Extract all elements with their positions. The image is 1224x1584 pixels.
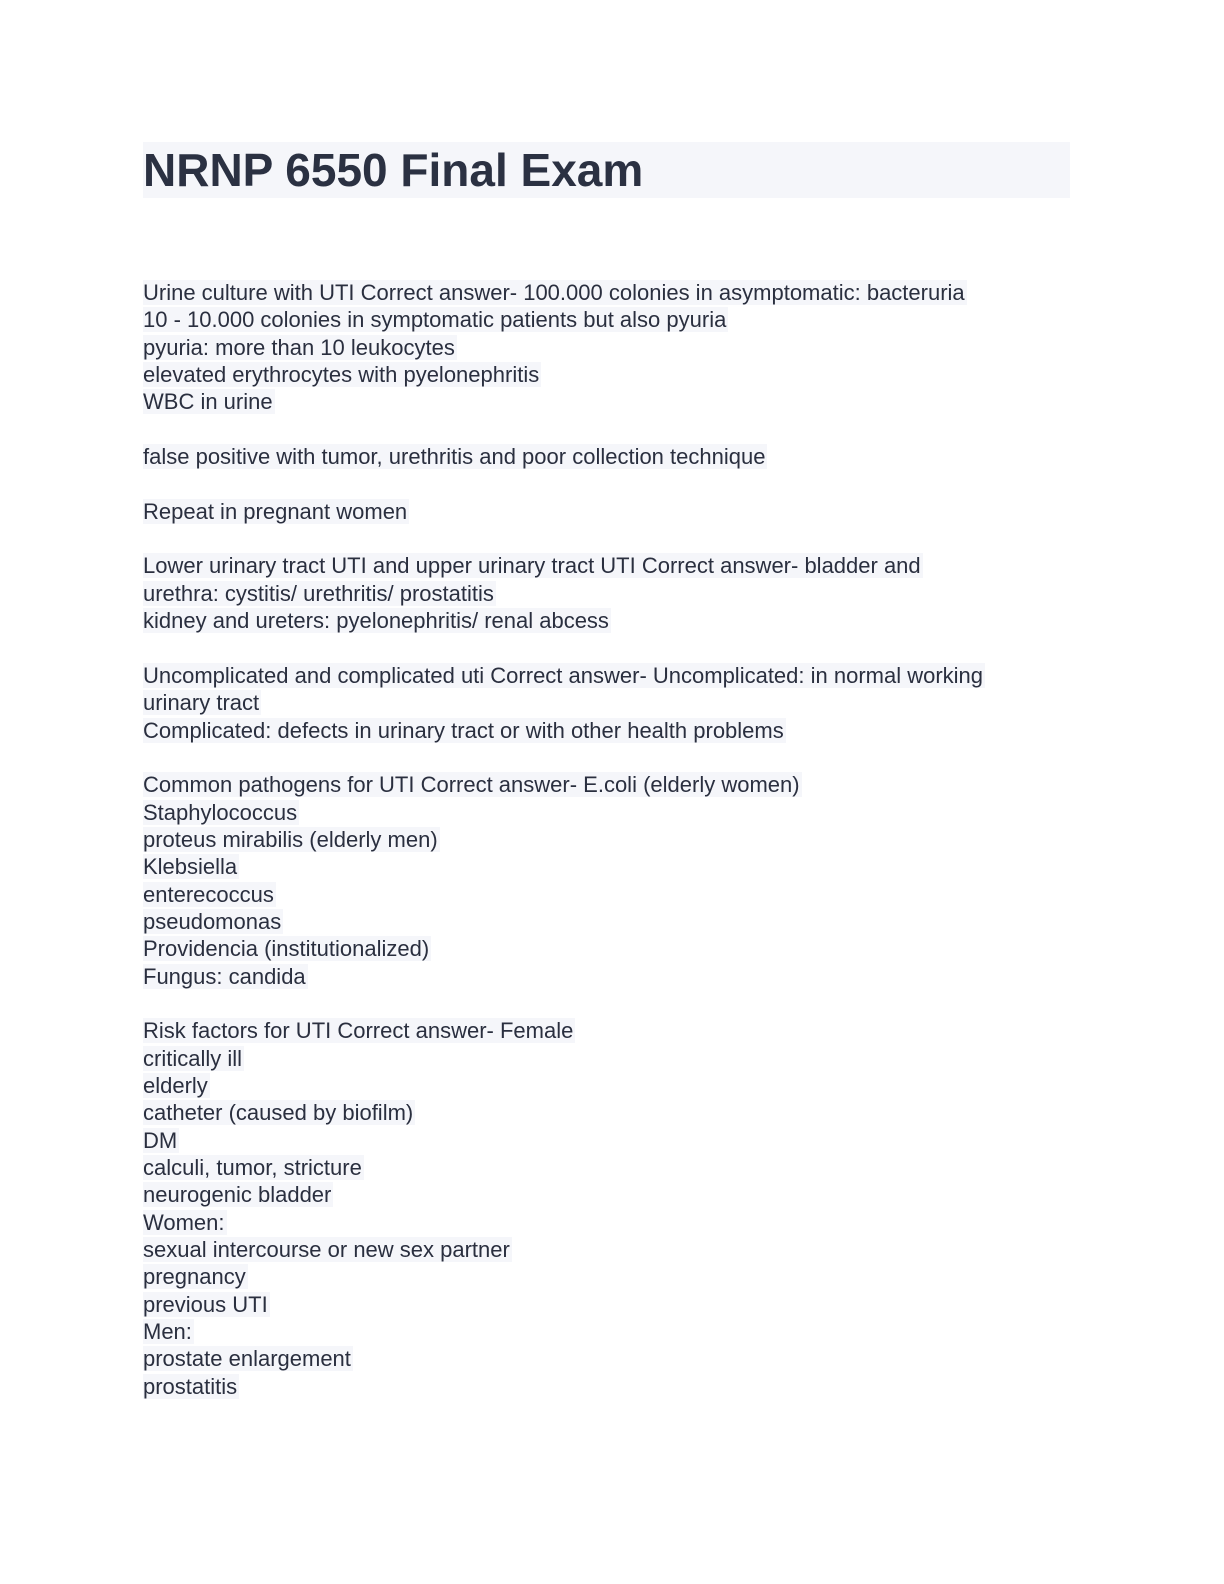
text-line-content: Uncomplicated and complicated uti Correct answer- Uncomplicated: in normal working: [143, 662, 984, 688]
text-line-content: elderly: [143, 1072, 208, 1098]
text-line: [143, 279, 1083, 306]
text-line: [143, 1099, 1083, 1126]
text-line: [143, 826, 1083, 853]
text-line: [143, 1291, 1083, 1318]
document-body: [143, 279, 1083, 1400]
text-line: [143, 306, 1083, 333]
text-line-content: Fungus: candida: [143, 963, 306, 989]
text-line-content: prostate enlargement: [143, 1346, 351, 1372]
document-title: NRNP 6550 Final Exam: [143, 144, 644, 196]
text-line-content: proteus mirabilis (elderly men): [143, 826, 438, 852]
text-line: [143, 662, 1083, 689]
text-line-content: Men:: [143, 1319, 192, 1345]
text-line-content: Urine culture with UTI Correct answer- 100.000 colonies in asymptomatic: bacteruria: [143, 280, 965, 305]
text-line: [143, 1127, 1083, 1154]
blank-line: [143, 416, 1083, 443]
text-line: [143, 361, 1083, 388]
text-line-content: critically ill: [143, 1045, 242, 1071]
text-line-content: pregnancy: [143, 1264, 246, 1290]
blank-line: [143, 990, 1083, 1017]
text-line-content: pseudomonas: [143, 908, 282, 934]
text-line: [143, 552, 1083, 579]
text-line: [143, 1181, 1083, 1208]
text-line-content: pyuria: more than 10 leukocytes: [143, 334, 455, 360]
text-line: [143, 334, 1083, 361]
text-line: [143, 498, 1083, 525]
text-line-content: Complicated: defects in urinary tract or with other health problems: [143, 717, 784, 743]
text-line-content: Providencia (institutionalized): [143, 936, 430, 962]
text-line: [143, 881, 1083, 908]
text-line: [143, 607, 1083, 634]
text-line: [143, 443, 1083, 470]
text-line: [143, 1209, 1083, 1236]
text-line: [143, 799, 1083, 826]
text-line-content: enterecoccus: [143, 881, 274, 907]
text-line-content: catheter (caused by biofilm): [143, 1100, 414, 1126]
text-line-content: DM: [143, 1127, 178, 1153]
text-line: [143, 908, 1083, 935]
text-line: [143, 1373, 1083, 1400]
text-line: [143, 689, 1083, 716]
text-line: [143, 1263, 1083, 1290]
text-line-content: Common pathogens for UTI Correct answer- E.coli (elderly women): [143, 772, 800, 798]
blank-line: [143, 470, 1083, 497]
text-line: [143, 1236, 1083, 1263]
text-line: [143, 1318, 1083, 1345]
text-line: [143, 1072, 1083, 1099]
text-line-content: sexual intercourse or new sex partner: [143, 1237, 510, 1263]
text-line-content: Staphylococcus: [143, 799, 298, 825]
text-line-content: previous UTI: [143, 1291, 268, 1317]
text-line-content: elevated erythrocytes with pyelonephritis: [143, 362, 540, 388]
text-line-content: urethra: cystitis/ urethritis/ prostatitis: [143, 580, 494, 606]
text-line-content: 10 - 10.000 colonies in symptomatic patients but also pyuria: [143, 307, 727, 333]
text-line-content: Klebsiella: [143, 854, 238, 880]
text-line-content: Lower urinary tract UTI and upper urinary tract UTI Correct answer- bladder and: [143, 553, 921, 579]
text-line-content: calculi, tumor, stricture: [143, 1155, 362, 1180]
text-line-content: prostatitis: [143, 1373, 238, 1399]
text-line: [143, 935, 1083, 962]
text-line: [143, 717, 1083, 744]
blank-line: [143, 744, 1083, 771]
text-line-content: urinary tract: [143, 690, 260, 716]
text-line-content: kidney and ureters: pyelonephritis/ renal abcess: [143, 608, 609, 634]
text-line: [143, 853, 1083, 880]
text-line: [143, 1045, 1083, 1072]
text-line: [143, 771, 1083, 798]
text-line-content: Risk factors for UTI Correct answer- Female: [143, 1018, 574, 1044]
text-line: [143, 580, 1083, 607]
text-line-content: neurogenic bladder: [143, 1182, 332, 1208]
text-line: [143, 1017, 1083, 1044]
text-line-content: WBC in urine: [143, 389, 273, 415]
text-line: [143, 963, 1083, 990]
text-line-content: Repeat in pregnant women: [143, 498, 408, 524]
blank-line: [143, 634, 1083, 661]
text-line: [143, 388, 1083, 415]
text-line: [143, 1154, 1083, 1181]
text-line: [143, 1345, 1083, 1372]
blank-line: [143, 525, 1083, 552]
text-line-content: Women:: [143, 1209, 225, 1235]
text-line-content: false positive with tumor, urethritis and poor collection technique: [143, 444, 766, 470]
